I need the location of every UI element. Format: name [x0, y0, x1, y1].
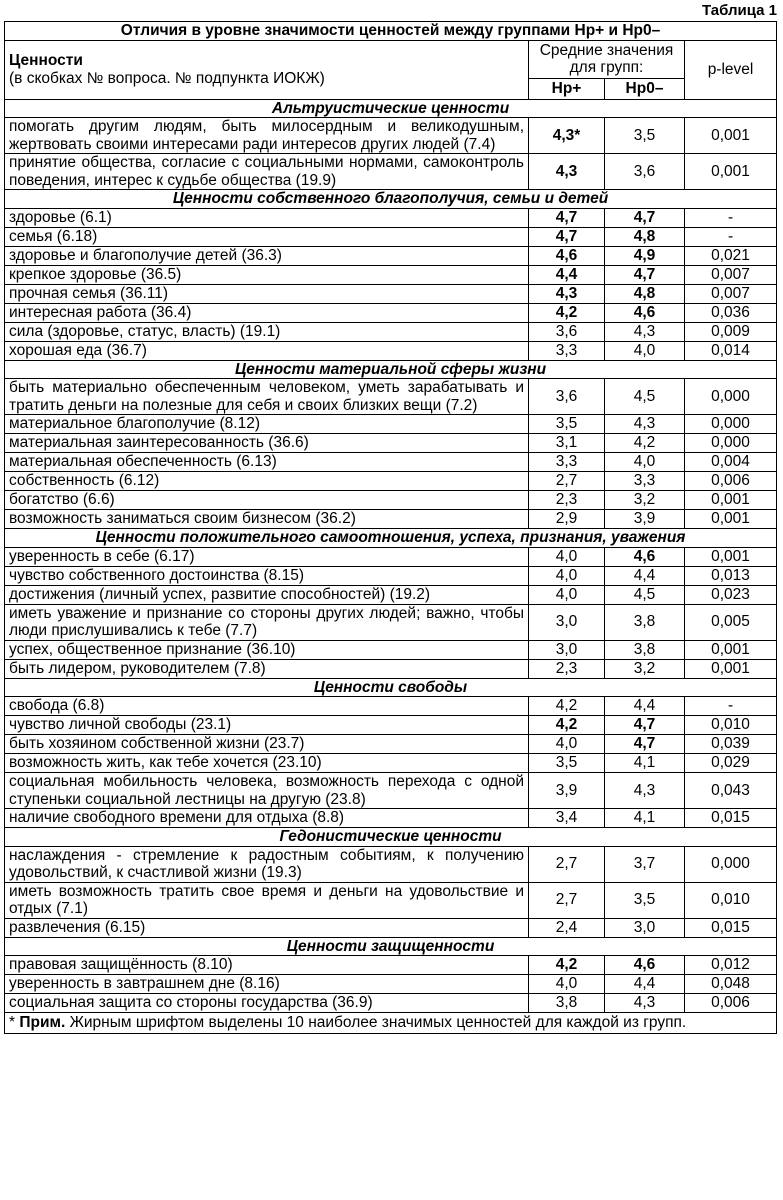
group-zero-mean-cell: 4,7 [605, 716, 685, 735]
p-level-cell: 0,001 [685, 118, 777, 154]
p-level-cell: 0,012 [685, 956, 777, 975]
group-zero-mean-cell: 4,6 [605, 303, 685, 322]
group-zero-mean-cell: 4,5 [605, 585, 685, 604]
footnote-text: Жирным шрифтом выделены 10 наиболее значимых ценностей для каждой из групп. [65, 1014, 687, 1031]
p-level-cell: 0,004 [685, 453, 777, 472]
group-plus-mean-cell: 4,4 [529, 265, 605, 284]
value-name-cell: крепкое здоровье (36.5) [5, 265, 529, 284]
group-plus-mean-cell: 4,7 [529, 208, 605, 227]
group-plus-mean-cell: 2,3 [529, 491, 605, 510]
group-plus-mean-cell: 2,9 [529, 510, 605, 529]
p-level-cell: 0,043 [685, 773, 777, 809]
group-plus-mean-cell: 4,2 [529, 956, 605, 975]
group-plus-mean-cell: 4,0 [529, 566, 605, 585]
p-level-cell: 0,001 [685, 547, 777, 566]
p-level-cell: 0,000 [685, 379, 777, 415]
value-name-cell: материальная обеспеченность (6.13) [5, 453, 529, 472]
group-zero-mean-cell: 3,5 [605, 882, 685, 918]
table-row [5, 227, 777, 246]
p-level-cell: 0,001 [685, 510, 777, 529]
group-zero-mean-cell: 4,8 [605, 227, 685, 246]
group-plus-mean-cell: 3,6 [529, 379, 605, 415]
group-plus-mean-cell: 3,4 [529, 809, 605, 828]
p-level-cell: 0,005 [685, 604, 777, 640]
value-name-cell: принятие общества, согласие с социальными нормами, самоконтроль поведения, интерес к судьбе общества (19.9) [5, 154, 529, 190]
group-zero-mean-cell: 3,7 [605, 846, 685, 882]
value-name-cell: иметь возможность тратить свое время и деньги на удовольствие и отдых (7.1) [5, 882, 529, 918]
p-level-cell: 0,010 [685, 716, 777, 735]
group-zero-mean-cell: 4,3 [605, 415, 685, 434]
group-zero-mean-cell: 4,0 [605, 453, 685, 472]
value-name-cell: наслаждения - стремление к радостным событиям, к получению удовольствий, к счастливой жизни (19.3) [5, 846, 529, 882]
value-name-cell: здоровье и благополучие детей (36.3) [5, 246, 529, 265]
table-row [5, 510, 777, 529]
group-plus-mean-cell: 3,8 [529, 994, 605, 1013]
table-row [5, 284, 777, 303]
value-name-cell: хорошая еда (36.7) [5, 341, 529, 360]
value-name-cell: собственность (6.12) [5, 472, 529, 491]
title-row [5, 22, 777, 41]
group-plus-mean-cell: 4,7 [529, 227, 605, 246]
group-zero-mean-cell: 4,8 [605, 284, 685, 303]
group-plus-mean-cell: 2,7 [529, 846, 605, 882]
value-name-cell: быть материально обеспеченным человеком, уметь зарабатывать и тратить деньги на полезные для себя и своих близких вещи (7.2) [5, 379, 529, 415]
group-plus-mean-cell: 2,4 [529, 918, 605, 937]
group-zero-header: Нр0– [605, 79, 685, 99]
p-level-cell: 0,001 [685, 640, 777, 659]
table-row [5, 472, 777, 491]
table-row [5, 341, 777, 360]
group-zero-mean-cell: 4,7 [605, 208, 685, 227]
group-zero-mean-cell: 3,0 [605, 918, 685, 937]
p-level-cell: 0,000 [685, 434, 777, 453]
p-level-cell: 0,036 [685, 303, 777, 322]
group-zero-mean-cell: 3,9 [605, 510, 685, 529]
value-name-cell: социальная мобильность человека, возможность перехода с одной ступеньки социальной лестницы на другую (23.8) [5, 773, 529, 809]
group-plus-mean-cell: 4,3 [529, 154, 605, 190]
table-label: Таблица 1 [701, 2, 777, 19]
group-plus-mean-cell: 3,1 [529, 434, 605, 453]
p-level-cell: 0,009 [685, 322, 777, 341]
value-name-cell: здоровье (6.1) [5, 208, 529, 227]
value-name-cell: иметь уважение и признание со стороны других людей; важно, чтобы люди прислушивались к тебе (7.7) [5, 604, 529, 640]
group-zero-mean-cell: 4,6 [605, 547, 685, 566]
value-name-cell: помогать другим людям, быть милосердным и великодушным, жертвовать своими интересами ради интересов других людей (7.4) [5, 118, 529, 154]
group-zero-mean-cell: 4,4 [605, 566, 685, 585]
group-plus-mean-cell: 3,0 [529, 640, 605, 659]
p-level-cell: - [685, 227, 777, 246]
group-plus-mean-cell: 4,3* [529, 118, 605, 154]
section-title: Гедонистические ценности [5, 828, 777, 847]
table-row [5, 918, 777, 937]
values-column-title: Ценности [9, 52, 83, 69]
table-row [5, 453, 777, 472]
group-zero-mean-cell: 4,0 [605, 341, 685, 360]
value-name-cell: правовая защищённость (8.10) [5, 956, 529, 975]
value-name-cell: быть хозяином собственной жизни (23.7) [5, 735, 529, 754]
group-zero-mean-cell: 4,4 [605, 697, 685, 716]
p-level-cell: 0,015 [685, 809, 777, 828]
table-row [5, 434, 777, 453]
table-row [5, 566, 777, 585]
p-level-cell: - [685, 697, 777, 716]
values-column-subtitle: (в скобках № вопроса. № подпункта ИОКЖ) [9, 69, 325, 87]
group-plus-header: Нр+ [529, 79, 605, 99]
group-plus-mean-cell: 4,6 [529, 246, 605, 265]
table-row [5, 379, 777, 415]
group-plus-mean-cell: 3,3 [529, 341, 605, 360]
group-plus-mean-cell: 3,9 [529, 773, 605, 809]
table-row [5, 846, 777, 882]
table-row [5, 585, 777, 604]
group-zero-mean-cell: 4,5 [605, 379, 685, 415]
value-name-cell: прочная семья (36.11) [5, 284, 529, 303]
value-name-cell: семья (6.18) [5, 227, 529, 246]
group-zero-mean-cell: 3,8 [605, 640, 685, 659]
table-row [5, 975, 777, 994]
p-level-cell: 0,007 [685, 284, 777, 303]
section-row [5, 828, 777, 847]
value-name-cell: свобода (6.8) [5, 697, 529, 716]
group-plus-mean-cell: 4,0 [529, 585, 605, 604]
group-zero-mean-cell: 3,8 [605, 604, 685, 640]
table-row [5, 265, 777, 284]
table-row [5, 754, 777, 773]
p-level-cell: 0,001 [685, 491, 777, 510]
group-plus-mean-cell: 2,7 [529, 472, 605, 491]
group-zero-mean-cell: 4,7 [605, 265, 685, 284]
value-name-cell: возможность жить, как тебе хочется (23.10) [5, 754, 529, 773]
p-level-cell: 0,021 [685, 246, 777, 265]
p-level-cell: 0,048 [685, 975, 777, 994]
p-level-cell: 0,007 [685, 265, 777, 284]
group-plus-mean-cell: 2,3 [529, 659, 605, 678]
group-zero-mean-cell: 3,6 [605, 154, 685, 190]
p-level-cell: 0,015 [685, 918, 777, 937]
p-level-cell: 0,029 [685, 754, 777, 773]
value-name-cell: уверенность в себе (6.17) [5, 547, 529, 566]
p-level-cell: 0,013 [685, 566, 777, 585]
value-name-cell: материальное благополучие (8.12) [5, 415, 529, 434]
group-plus-mean-cell: 3,5 [529, 415, 605, 434]
group-zero-mean-cell: 4,2 [605, 434, 685, 453]
p-level-cell: 0,010 [685, 882, 777, 918]
section-row [5, 99, 777, 118]
p-level-cell: - [685, 208, 777, 227]
table-row [5, 491, 777, 510]
group-plus-mean-cell: 4,0 [529, 735, 605, 754]
group-zero-mean-cell: 3,2 [605, 659, 685, 678]
group-plus-mean-cell: 4,2 [529, 697, 605, 716]
table-row [5, 640, 777, 659]
table-row [5, 994, 777, 1013]
footnote [5, 1013, 777, 1034]
section-row [5, 937, 777, 956]
value-name-cell: уверенность в завтрашнем дне (8.16) [5, 975, 529, 994]
value-name-cell: сила (здоровье, статус, власть) (19.1) [5, 322, 529, 341]
section-title: Альтруистические ценности [5, 99, 777, 118]
group-plus-mean-cell: 2,7 [529, 882, 605, 918]
table-row [5, 604, 777, 640]
table-row [5, 697, 777, 716]
value-name-cell: развлечения (6.15) [5, 918, 529, 937]
group-zero-mean-cell: 4,3 [605, 773, 685, 809]
value-name-cell: богатство (6.6) [5, 491, 529, 510]
group-zero-mean-cell: 4,4 [605, 975, 685, 994]
group-plus-mean-cell: 3,0 [529, 604, 605, 640]
group-zero-mean-cell: 4,7 [605, 735, 685, 754]
value-name-cell: быть лидером, руководителем (7.8) [5, 659, 529, 678]
value-name-cell: возможность заниматься своим бизнесом (36.2) [5, 510, 529, 529]
table-row [5, 322, 777, 341]
group-zero-mean-cell: 3,2 [605, 491, 685, 510]
footnote-marker: * [9, 1014, 20, 1031]
p-level-header: p-level [685, 40, 777, 99]
table-row [5, 303, 777, 322]
p-level-cell: 0,001 [685, 659, 777, 678]
p-level-cell: 0,000 [685, 846, 777, 882]
value-name-cell: чувство собственного достоинства (8.15) [5, 566, 529, 585]
group-plus-mean-cell: 3,5 [529, 754, 605, 773]
section-row [5, 190, 777, 209]
footnote-row [5, 1013, 777, 1034]
p-level-cell: 0,014 [685, 341, 777, 360]
section-title: Ценности защищенности [5, 937, 777, 956]
table-row [5, 735, 777, 754]
value-name-cell: материальная заинтересованность (36.6) [5, 434, 529, 453]
table-row [5, 956, 777, 975]
group-plus-mean-cell: 4,0 [529, 975, 605, 994]
group-zero-mean-cell: 4,1 [605, 809, 685, 828]
footnote-label: Прим. [19, 1014, 66, 1031]
group-zero-mean-cell: 3,5 [605, 118, 685, 154]
value-name-cell: успех, общественное признание (36.10) [5, 640, 529, 659]
table-row [5, 773, 777, 809]
section-title: Ценности положительного самоотношения, успеха, признания, уважения [5, 529, 777, 548]
section-title: Ценности собственного благополучия, семьи и детей [5, 190, 777, 209]
p-level-cell: 0,006 [685, 472, 777, 491]
value-name-cell: интересная работа (36.4) [5, 303, 529, 322]
section-title: Ценности материальной сферы жизни [5, 360, 777, 379]
table-row [5, 208, 777, 227]
means-column-header: Средние значения для групп: [529, 40, 685, 79]
p-level-cell: 0,039 [685, 735, 777, 754]
table-row [5, 415, 777, 434]
section-row [5, 678, 777, 697]
p-level-cell: 0,023 [685, 585, 777, 604]
table-row [5, 659, 777, 678]
section-row [5, 360, 777, 379]
table-row [5, 882, 777, 918]
group-zero-mean-cell: 4,1 [605, 754, 685, 773]
table-row [5, 809, 777, 828]
group-zero-mean-cell: 3,3 [605, 472, 685, 491]
values-column-header [5, 40, 529, 99]
group-plus-mean-cell: 4,2 [529, 303, 605, 322]
table-title: Отличия в уровне значимости ценностей между группами Нр+ и Нр0– [5, 22, 777, 41]
group-plus-mean-cell: 3,3 [529, 453, 605, 472]
value-name-cell: чувство личной свободы (23.1) [5, 716, 529, 735]
group-plus-mean-cell: 4,3 [529, 284, 605, 303]
table-row [5, 547, 777, 566]
value-name-cell: наличие свободного времени для отдыха (8.8) [5, 809, 529, 828]
p-level-cell: 0,000 [685, 415, 777, 434]
group-zero-mean-cell: 4,3 [605, 994, 685, 1013]
values-table [4, 21, 777, 1034]
table-row [5, 716, 777, 735]
table-row [5, 246, 777, 265]
group-zero-mean-cell: 4,9 [605, 246, 685, 265]
group-plus-mean-cell: 4,2 [529, 716, 605, 735]
value-name-cell: социальная защита со стороны государства (36.9) [5, 994, 529, 1013]
group-plus-mean-cell: 4,0 [529, 547, 605, 566]
table-row [5, 154, 777, 190]
section-title: Ценности свободы [5, 678, 777, 697]
p-level-cell: 0,006 [685, 994, 777, 1013]
value-name-cell: достижения (личный успех, развитие способностей) (19.2) [5, 585, 529, 604]
table-row [5, 118, 777, 154]
header-row [5, 40, 777, 79]
section-row [5, 529, 777, 548]
group-zero-mean-cell: 4,6 [605, 956, 685, 975]
group-plus-mean-cell: 3,6 [529, 322, 605, 341]
p-level-cell: 0,001 [685, 154, 777, 190]
group-zero-mean-cell: 4,3 [605, 322, 685, 341]
